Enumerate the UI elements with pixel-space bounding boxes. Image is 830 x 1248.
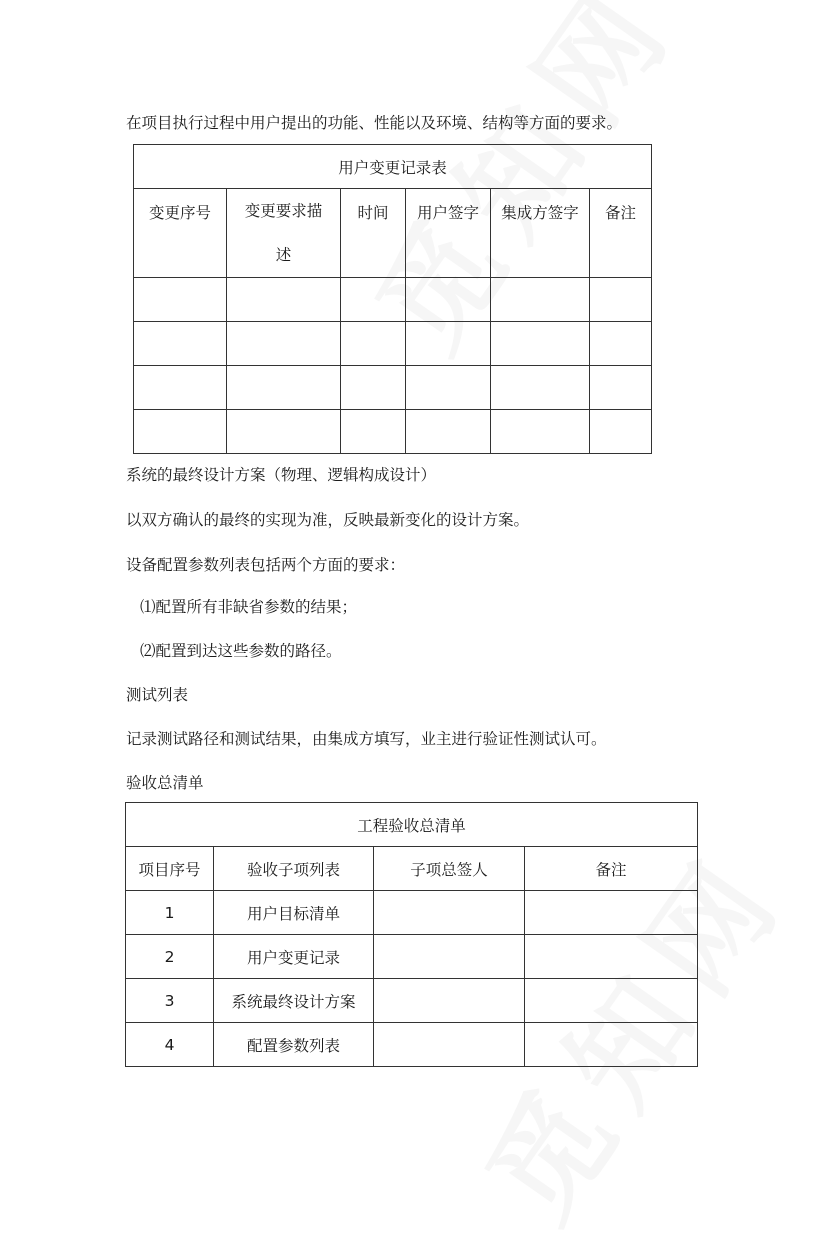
- change-table-title: 用户变更记录表: [134, 145, 652, 189]
- table-row: [134, 278, 652, 322]
- header-change-desc: 变更要求描述: [227, 189, 341, 278]
- header-remark: 备注: [590, 189, 652, 278]
- row-no: 2: [126, 935, 214, 979]
- header-signer: 子项总签人: [374, 847, 525, 891]
- row-item: 配置参数列表: [214, 1023, 374, 1067]
- row-item: 系统最终设计方案: [214, 979, 374, 1023]
- design-desc: 以双方确认的最终的实现为准，反映最新变化的设计方案。: [126, 511, 530, 529]
- change-record-table: [133, 144, 652, 454]
- row-no: 1: [126, 891, 214, 935]
- header-integrator-sign: 集成方签字: [491, 189, 590, 278]
- acceptance-table: [125, 802, 698, 1067]
- header-time: 时间: [341, 189, 406, 278]
- table-row: [126, 979, 698, 1023]
- config-item-2: ⑵配置到达这些参数的路径。: [140, 642, 342, 660]
- table-row: [134, 322, 652, 366]
- table-row: [126, 935, 698, 979]
- row-item: 用户变更记录: [214, 935, 374, 979]
- test-desc: 记录测试路径和测试结果，由集成方填写，业主进行验证性测试认可。: [126, 730, 607, 748]
- table-row: [134, 410, 652, 454]
- header-change-no: 变更序号: [134, 189, 227, 278]
- header-sub-items: 验收子项列表: [214, 847, 374, 891]
- table-row: [126, 1023, 698, 1067]
- row-item: 用户目标清单: [214, 891, 374, 935]
- acceptance-heading: 验收总清单: [126, 774, 204, 792]
- design-heading: 系统的最终设计方案（物理、逻辑构成设计）: [126, 466, 437, 484]
- table-row: [126, 891, 698, 935]
- header-user-sign: 用户签字: [406, 189, 491, 278]
- acceptance-table-title: 工程验收总清单: [126, 803, 698, 847]
- row-no: 4: [126, 1023, 214, 1067]
- test-heading: 测试列表: [126, 686, 189, 704]
- table-row: [134, 366, 652, 410]
- header-project-no: 项目序号: [126, 847, 214, 891]
- config-item-1: ⑴配置所有非缺省参数的结果；: [140, 598, 358, 616]
- row-no: 3: [126, 979, 214, 1023]
- config-heading: 设备配置参数列表包括两个方面的要求：: [126, 556, 406, 574]
- header-remark: 备注: [525, 847, 698, 891]
- intro-text: 在项目执行过程中用户提出的功能、性能以及环境、结构等方面的要求。: [126, 114, 623, 132]
